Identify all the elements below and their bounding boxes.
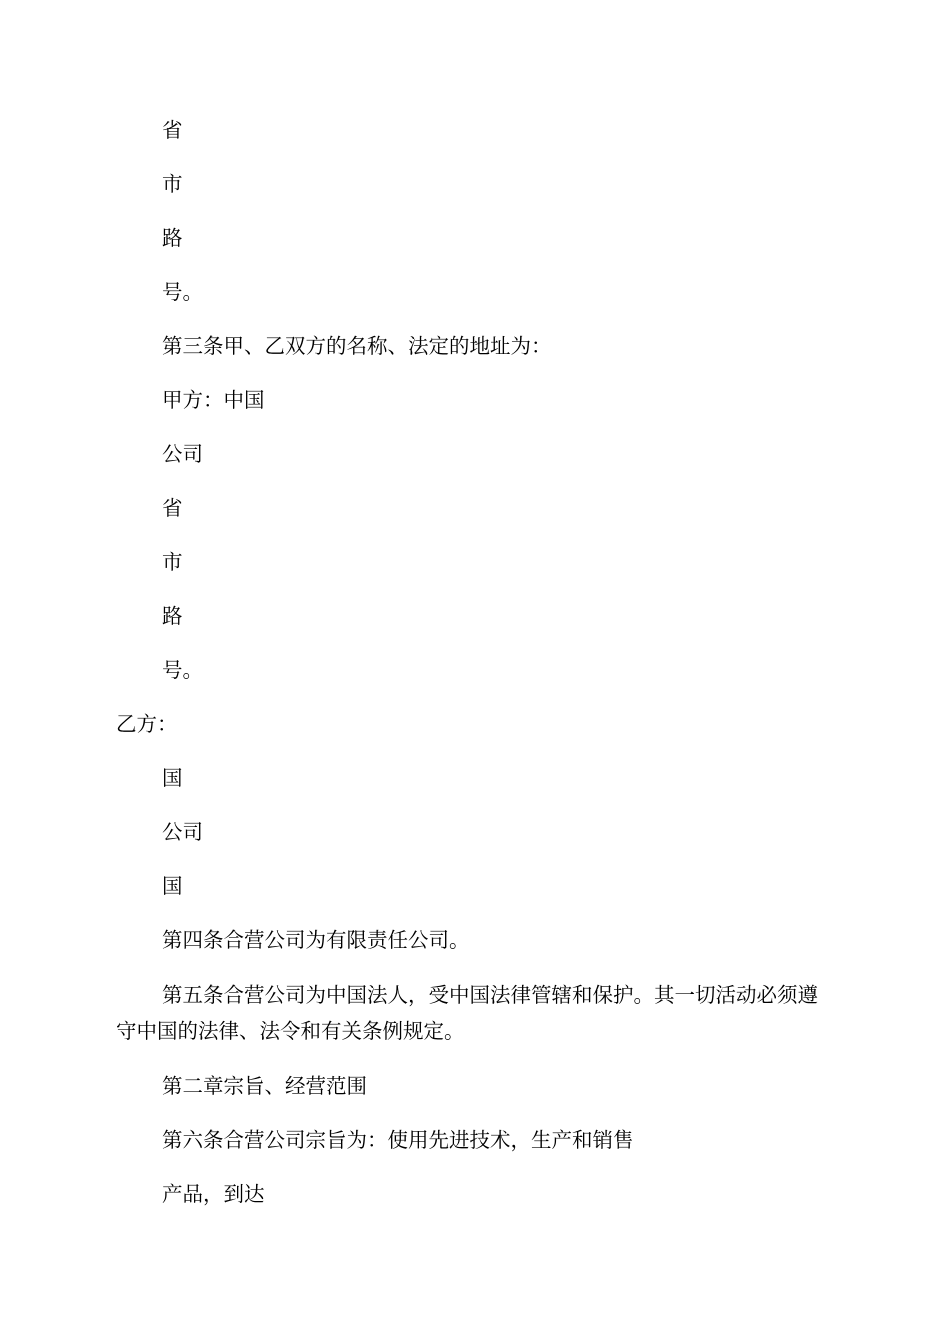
party-b-country-2: 国 [162,874,183,898]
address-road-line: 路 [162,226,183,250]
article-6: 第六条合营公司宗旨为：使用先进技术，生产和销售 [162,1128,634,1152]
party-a-company: 公司 [162,442,203,466]
address-city-line: 市 [162,172,183,196]
party-a-province: 省 [162,496,183,520]
party-a-number: 号。 [162,658,203,682]
party-b-country: 国 [162,766,183,790]
party-a-road: 路 [162,604,183,628]
article-5: 第五条合营公司为中国法人，受中国法律管辖和保护。其一切活动必须遵守中国的法律、法令和有关条例规定。 [116,983,818,1043]
party-b-company: 公司 [162,820,203,844]
party-b-label: 乙方： [116,712,178,736]
address-province-line: 省 [162,118,183,142]
party-a-name: 甲方：中国 [162,388,265,412]
party-a-city: 市 [162,550,183,574]
article-6-continued: 产品，到达 [162,1182,265,1206]
article-4: 第四条合营公司为有限责任公司。 [162,928,470,952]
article-3-heading: 第三条甲、乙双方的名称、法定的地址为： [162,334,552,358]
address-number-line: 号。 [162,280,203,304]
chapter-2-heading: 第二章宗旨、经营范围 [162,1074,367,1098]
